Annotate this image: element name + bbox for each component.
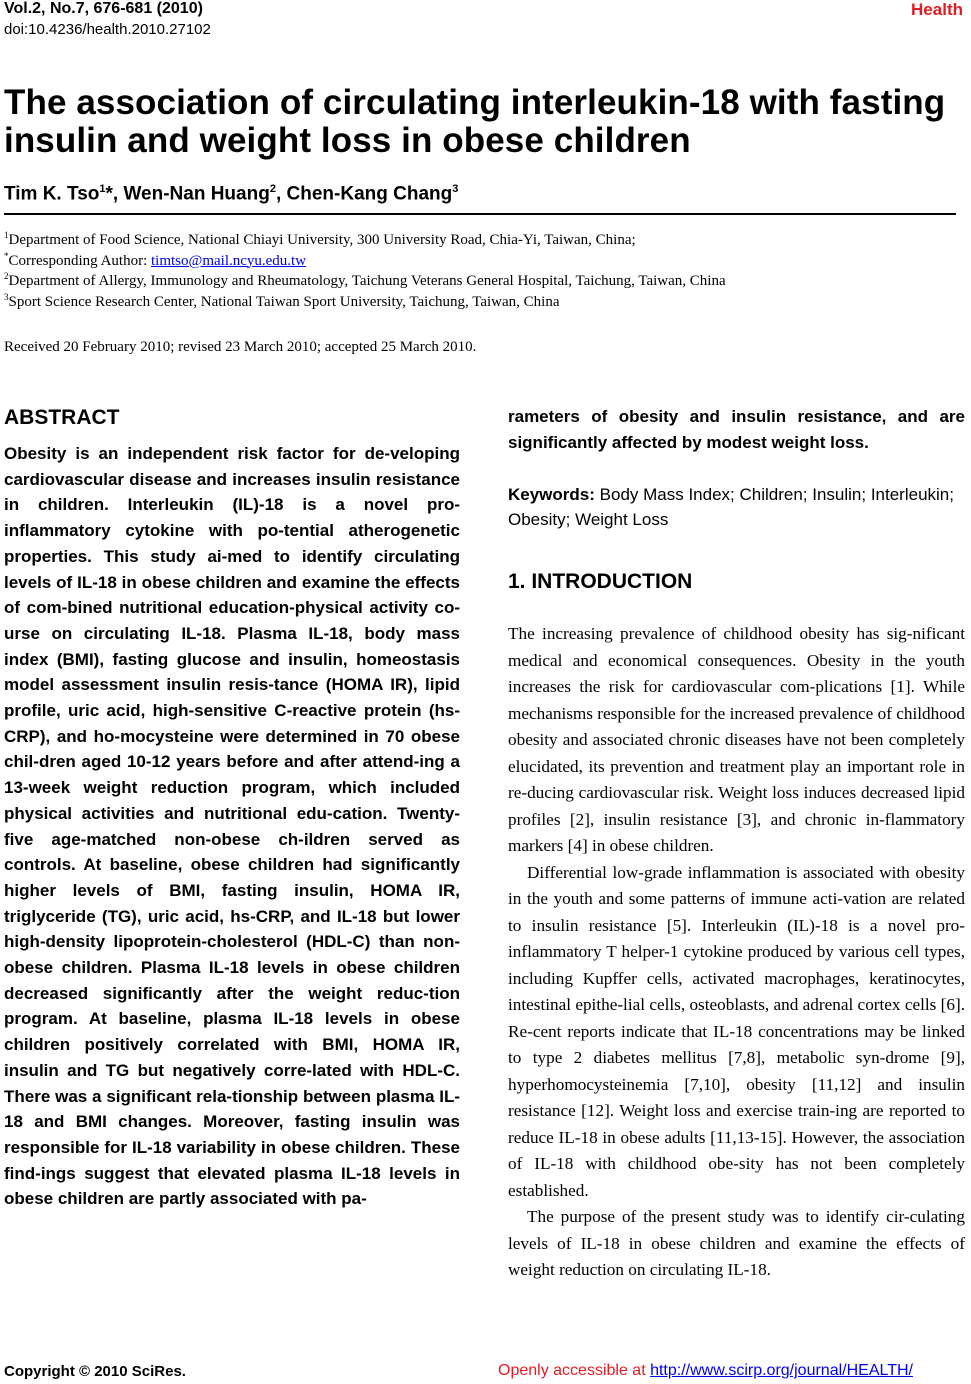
- corresponding-label: Corresponding Author:: [8, 252, 151, 269]
- corresponding-email-link[interactable]: timtso@mail.ncyu.edu.tw: [151, 252, 307, 269]
- affiliation-1: [4, 230, 964, 251]
- journal-url-link[interactable]: http://www.scirp.org/journal/HEALTH/: [650, 1362, 913, 1379]
- introduction-paragraph: The purpose of the present study was to identify cir-culating levels of IL-18 in obese children and examine the effects of weight reduction on circulating IL-18.: [508, 1207, 965, 1280]
- affiliation-number: 2: [4, 271, 9, 281]
- abstract-text: Obesity is an independent risk factor for de-veloping cardiovascular disease and increases insulin resistance in children. Interleukin (IL)-18 is a novel pro-inflammatory cytokine with po-tential atherogenetic properties. This study ai-med to identify circulating levels of IL-18 in obese children and examine the effects of com-bined nutritional education-physical activity co-urse on circulating IL-18. Plasma IL-18, body mass index (BMI), fasting glucose and insulin, homeostasis model assessment insulin resis-tance (HOMA IR), lipid profile, uric acid, high-sensitive C-reactive protein (hs-CRP), and ho-mocysteine were determined in 70 obese chil-dren aged 10-12 years before and after attend-ing a 13-week weight reduction program, which included physical activities and nutritional edu-cation. Twenty-five age-matched non-obese ch-ildren served as controls. At baseline, obese children had significantly higher levels of BMI, fasting insulin, HOMA IR, triglyceride (TG), uric acid, hs-CRP, and IL-18 but lower high-density lipoprotein-cholesterol (HDL-C) than non-obese children. Plasma IL-18 levels in obese children decreased significantly after the weight reduc-tion program. At baseline, plasma IL-18 levels in obese children positively correlated with BMI, HOMA IR, insulin and TG but negatively corre-lated with HDL-C. There was a significant rela-tionship between plasma IL-18 and BMI changes. Moreover, fasting insulin was responsible for IL-18 variability in obese children. These find-ings suggest that elevated plasma IL-18 levels in obese children are partly associated with pa-: [4, 444, 460, 1209]
- author-affiliation-mark: 3: [452, 183, 459, 195]
- footer-copyright: Copyright © 2010 SciRes.: [4, 1363, 186, 1380]
- footer-access: [498, 1362, 913, 1380]
- affiliation-2: [4, 271, 964, 292]
- author-affiliation-mark: 2: [269, 183, 276, 195]
- abstract-text-continued: rameters of obesity and insulin resistance, and are significantly affected by modest weight loss.: [508, 407, 965, 452]
- introduction-paragraph: The increasing prevalence of childhood obesity has sig-nificant medical and economical consequences. Obesity in the youth increases the risk for cardiovascular com-plications [1]. While mechanisms responsible for the increased prevalence of childhood obesity and associated chronic diseases have not been completely elucidated, its prevention and treatment play an important role in re-ducing cardiovascular risk. Weight loss induces decreased lipid profiles [2], insulin resistance [3], and chronic in-flammatory markers [4] in obese children.: [508, 624, 965, 856]
- title-divider: [4, 213, 956, 215]
- affiliation-3: [4, 292, 964, 313]
- affiliation-text: Department of Food Science, National Chiayi University, 300 University Road, Chia-Yi, Taiwan, China;: [8, 232, 636, 248]
- affiliations: [4, 230, 964, 312]
- journal-section-tag: Health: [911, 0, 963, 19]
- affiliation-number: 1: [4, 230, 9, 240]
- keywords: [508, 483, 965, 532]
- author-list: [4, 183, 458, 205]
- corresponding-author: [4, 251, 964, 272]
- corresponding-mark: *: [4, 250, 9, 261]
- journal-volume-line: Vol.2, No.7, 676-681 (2010): [4, 0, 203, 17]
- doi-line: doi:10.4236/health.2010.27102: [4, 21, 211, 38]
- author-affiliation-mark: 1: [99, 183, 106, 195]
- affiliation-text: Sport Science Research Center, National Taiwan Sport University, Taichung, Taiwan, China: [8, 293, 560, 310]
- corresponding-mark: *,: [105, 183, 124, 205]
- author-separator: ,: [275, 183, 287, 205]
- right-column: [508, 404, 965, 1284]
- introduction-paragraph: Differential low-grade inflammation is associated with obesity in the youth and some patterns of immune acti-vation are related to insulin resistance [5]. Interleukin (IL)-18 is a novel pro-inflammatory T helper-1 cytokine produced by various cell types, including Kupffer cells, activated macrophages, keratinocytes, intestinal epithe-lial cells, osteoblasts, and adrenal cortex cells [6]. Re-cent reports indicate that IL-18 concentrations may be linked to type 2 diabetes mellitus [7,8], metabolic syn-drome [9], hyperhomocysteinemia [7,10], obesity [11,12] and insulin resistance [12]. Weight loss and exercise train-ing are reported to reduce IL-18 in obese adults [11,13-15]. However, the association of IL-18 with childhood obe-sity has not been completely established.: [508, 862, 965, 1200]
- author-name: Wen-Nan Huang: [123, 183, 270, 205]
- introduction-heading: 1. INTRODUCTION: [508, 570, 693, 594]
- received-dates: Received 20 February 2010; revised 23 March 2010; accepted 25 March 2010.: [4, 339, 477, 355]
- left-column: [4, 404, 460, 1212]
- affiliation-number: 3: [4, 291, 9, 302]
- footer-access-label: Openly accessible at: [498, 1362, 651, 1379]
- affiliation-text: Department of Allergy, Immunology and Rheumatology, Taichung Veterans General Hospital, Taichung, Taiwan, China: [8, 273, 726, 289]
- author-name: Tim K. Tso: [4, 183, 100, 205]
- keywords-label: Keywords:: [508, 485, 595, 505]
- author-name: Chen-Kang Chang: [286, 183, 453, 205]
- keywords-text: Body Mass Index; Children; Insulin; Interleukin; Obesity; Weight Loss: [508, 485, 954, 529]
- abstract-heading: ABSTRACT: [4, 406, 120, 429]
- paper-title: The association of circulating interleukin-18 with fasting insulin and weight loss in obese children: [4, 83, 946, 160]
